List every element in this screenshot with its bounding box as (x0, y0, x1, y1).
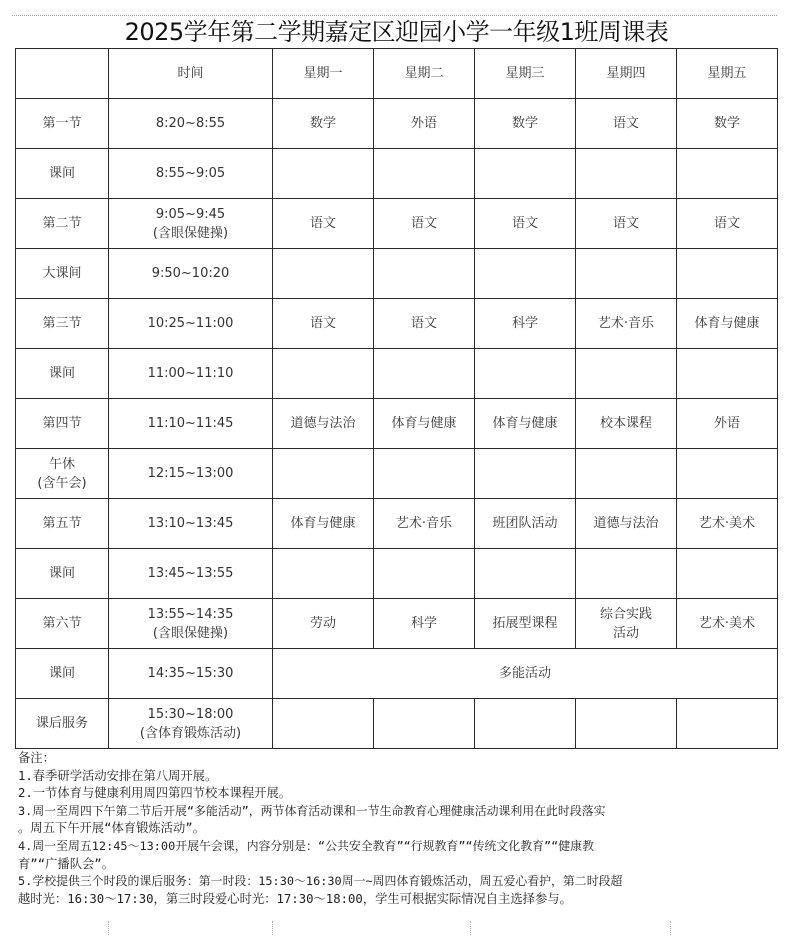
subject-cell (374, 199, 475, 249)
subject-name: 劳动 (309, 616, 336, 631)
period-name: 课间 (48, 166, 75, 181)
subject-cell (677, 399, 778, 449)
subject-cell (677, 99, 778, 149)
subject-name: 科学 (410, 616, 437, 631)
subject-cell (576, 499, 677, 549)
subject-cell (576, 149, 677, 199)
time-range: 13:55~14:35 (147, 606, 234, 622)
header-cell: 星期二 (374, 49, 475, 99)
subject-cell (475, 349, 576, 399)
time-range: 10:25~11:00 (147, 316, 234, 331)
header-cell: 时间 (109, 49, 273, 99)
period-label (16, 299, 109, 349)
time-note: (含眼保健操) (152, 625, 229, 641)
time-range: 8:20~8:55 (155, 116, 226, 131)
table-row (16, 149, 778, 199)
merged-activity-cell: 多能活动 (273, 649, 778, 699)
time-range: 11:10~11:45 (147, 416, 234, 431)
period-name: 大课间 (42, 266, 82, 281)
time-cell (109, 699, 273, 749)
period-name: 第二节 (42, 216, 82, 231)
subject-cell (576, 99, 677, 149)
table-row (16, 299, 778, 349)
header-row (16, 49, 778, 99)
time-range: 12:15~13:00 (147, 466, 234, 481)
subject-cell (374, 549, 475, 599)
table-row (16, 649, 778, 699)
note-line: 3.周一至周四下午第二节后开展“多能活动”，两节体育活动课和一节生命教育心理健康活动课利用在此时段落实 (18, 803, 606, 818)
subject-cell (576, 299, 677, 349)
time-range: 13:10~13:45 (147, 516, 234, 531)
period-label (16, 399, 109, 449)
subject-cell (475, 549, 576, 599)
subject-cell (273, 99, 374, 149)
subject-name: 外语 (410, 116, 437, 131)
subject-cell (273, 199, 374, 249)
subject-cell (273, 349, 374, 399)
note-line: 5.学校提供三个时段的课后服务：第一时段：15:30～16:30周一~周四体育锻炼活动，周五爱心看护，第二时段超 (18, 874, 623, 889)
time-cell (109, 549, 273, 599)
table-row (16, 349, 778, 399)
period-label (16, 649, 109, 699)
time-cell (109, 399, 273, 449)
note-line: 4.周一至周五12:45～13:00开展午会课，内容分别是：“公共安全教育”“行规教育”“传统文化教育”“健康教 (18, 838, 594, 853)
period-label (16, 499, 109, 549)
subject-name: 语文 (511, 216, 538, 231)
header-corner (16, 49, 109, 99)
time-cell (109, 649, 273, 699)
time-cell (109, 99, 273, 149)
period-label (16, 149, 109, 199)
subject-name: 艺术·音乐 (597, 316, 655, 331)
guide-mark (272, 921, 273, 935)
period-name: 课间 (48, 566, 75, 581)
subject-cell (677, 699, 778, 749)
subject-cell (273, 149, 374, 199)
subject-cell (374, 299, 475, 349)
time-cell (109, 199, 273, 249)
subject-name: 艺术·美术 (698, 616, 756, 631)
subject-name: 语文 (410, 316, 437, 331)
period-name: 第五节 (42, 516, 82, 531)
note-line: 。周五下午开展“体育锻炼活动”。 (18, 821, 205, 836)
subject-cell (677, 299, 778, 349)
subject-cell (576, 549, 677, 599)
subject-cell (273, 599, 374, 649)
guide-mark (108, 921, 109, 935)
subject-name: 体育与健康 (492, 416, 558, 431)
time-range: 9:50~10:20 (151, 266, 230, 281)
table-row (16, 499, 778, 549)
subject-cell (374, 349, 475, 399)
subject-cell (576, 199, 677, 249)
period-label (16, 349, 109, 399)
subject-cell (273, 549, 374, 599)
subject-name: 语文 (309, 216, 336, 231)
table-row (16, 99, 778, 149)
guide-mark (670, 921, 671, 935)
time-cell (109, 599, 273, 649)
subject-cell (677, 199, 778, 249)
subject-cell (475, 399, 576, 449)
table-row (16, 399, 778, 449)
table-row (16, 249, 778, 299)
subject-name: 体育与健康 (694, 316, 760, 331)
period-name: 课间 (48, 366, 75, 381)
time-range: 15:30~18:00 (147, 706, 234, 722)
subject-cell (273, 699, 374, 749)
subject-name: 班团队活动 (492, 516, 558, 531)
period-label (16, 99, 109, 149)
page-top-dotted-rule (12, 15, 777, 16)
subject-cell (475, 99, 576, 149)
subject-name: 数学 (309, 116, 336, 131)
subject-name: 校本课程 (599, 416, 652, 431)
time-cell (109, 249, 273, 299)
subject-cell (273, 399, 374, 449)
subject-name: 艺术·美术 (698, 516, 756, 531)
table-row (16, 449, 778, 499)
subject-name: 语文 (410, 216, 437, 231)
period-note: (含午会) (37, 475, 87, 491)
period-name: 课后服务 (35, 716, 88, 731)
subject-cell (374, 699, 475, 749)
subject-cell (677, 599, 778, 649)
subject-cell (475, 699, 576, 749)
table-row (16, 549, 778, 599)
time-cell (109, 349, 273, 399)
time-cell (109, 499, 273, 549)
subject-cell (273, 249, 374, 299)
subject-cell (677, 449, 778, 499)
subject-cell (576, 399, 677, 449)
subject-name: 道德与法治 (593, 516, 659, 531)
subject-name: 拓展型课程 (492, 616, 558, 631)
header-cell: 星期五 (677, 49, 778, 99)
time-cell (109, 149, 273, 199)
note-line: 1.春季研学活动安排在第八周开展。 (18, 768, 218, 783)
subject-name: 道德与法治 (290, 416, 356, 431)
subject-name: 艺术·音乐 (395, 516, 453, 531)
timetable (15, 48, 778, 749)
period-name: 第四节 (42, 416, 82, 431)
time-note: (含眼保健操) (152, 225, 229, 241)
header-cell: 星期一 (273, 49, 374, 99)
period-name: 第三节 (42, 316, 82, 331)
note-line: 2.一节体育与健康利用周四第四节校本课程开展。 (18, 786, 292, 801)
subject-cell (374, 499, 475, 549)
subject-cell (677, 499, 778, 549)
subject-cell (576, 349, 677, 399)
subject-cell (576, 249, 677, 299)
period-name: 课间 (48, 666, 75, 681)
subject-cell (475, 249, 576, 299)
page-title: 2025学年第二学期嘉定区迎园小学一年级1班周课表 (124, 18, 669, 46)
subject-cell (475, 449, 576, 499)
subject-name: 综合实践活动 (599, 606, 652, 641)
subject-cell (576, 449, 677, 499)
time-cell (109, 449, 273, 499)
time-range: 13:45~13:55 (147, 566, 234, 581)
subject-cell (374, 449, 475, 499)
subject-cell (677, 349, 778, 399)
time-range: 9:05~9:45 (155, 206, 226, 222)
note-line: 育”“广播队会”。 (18, 856, 114, 871)
period-label (16, 449, 109, 499)
period-label (16, 249, 109, 299)
subject-name: 外语 (713, 416, 740, 431)
header-cell: 星期四 (576, 49, 677, 99)
period-label (16, 549, 109, 599)
subject-cell (475, 149, 576, 199)
notes-section (18, 750, 788, 908)
time-range: 14:35~15:30 (147, 666, 234, 681)
subject-cell (677, 249, 778, 299)
subject-cell (374, 149, 475, 199)
subject-name: 数学 (713, 116, 740, 131)
notes-heading: 备注： (18, 751, 55, 765)
subject-name: 数学 (511, 116, 538, 131)
subject-cell (677, 149, 778, 199)
subject-cell (374, 599, 475, 649)
period-name: 午休 (48, 456, 75, 472)
subject-cell (374, 249, 475, 299)
period-label (16, 199, 109, 249)
period-label (16, 599, 109, 649)
subject-cell (475, 499, 576, 549)
period-name: 第一节 (42, 116, 82, 131)
subject-name: 科学 (511, 316, 538, 331)
period-label (16, 699, 109, 749)
table-row (16, 199, 778, 249)
subject-name: 语文 (309, 316, 336, 331)
subject-cell (475, 599, 576, 649)
subject-cell (374, 99, 475, 149)
subject-cell (273, 299, 374, 349)
subject-name: 语文 (612, 216, 639, 231)
time-range: 8:55~9:05 (155, 166, 226, 181)
period-name: 第六节 (42, 616, 82, 631)
subject-cell (374, 399, 475, 449)
subject-name: 体育与健康 (290, 516, 356, 531)
subject-name: 语文 (612, 116, 639, 131)
time-cell (109, 299, 273, 349)
subject-cell (273, 499, 374, 549)
time-range: 11:00~11:10 (147, 366, 234, 381)
guide-mark (470, 921, 471, 935)
subject-cell (677, 549, 778, 599)
table-row (16, 599, 778, 649)
table-row (16, 699, 778, 749)
note-line: 越时光：16:30～17:30，第三时段爱心时光：17:30～18:00，学生可根据实际情况自主选择参与。 (18, 891, 572, 906)
time-note: (含体育锻炼活动) (139, 725, 242, 741)
subject-cell (273, 449, 374, 499)
subject-name: 语文 (713, 216, 740, 231)
header-cell: 星期三 (475, 49, 576, 99)
subject-name: 体育与健康 (391, 416, 457, 431)
subject-cell (576, 699, 677, 749)
subject-cell (475, 199, 576, 249)
subject-cell (576, 599, 677, 649)
subject-cell (475, 299, 576, 349)
